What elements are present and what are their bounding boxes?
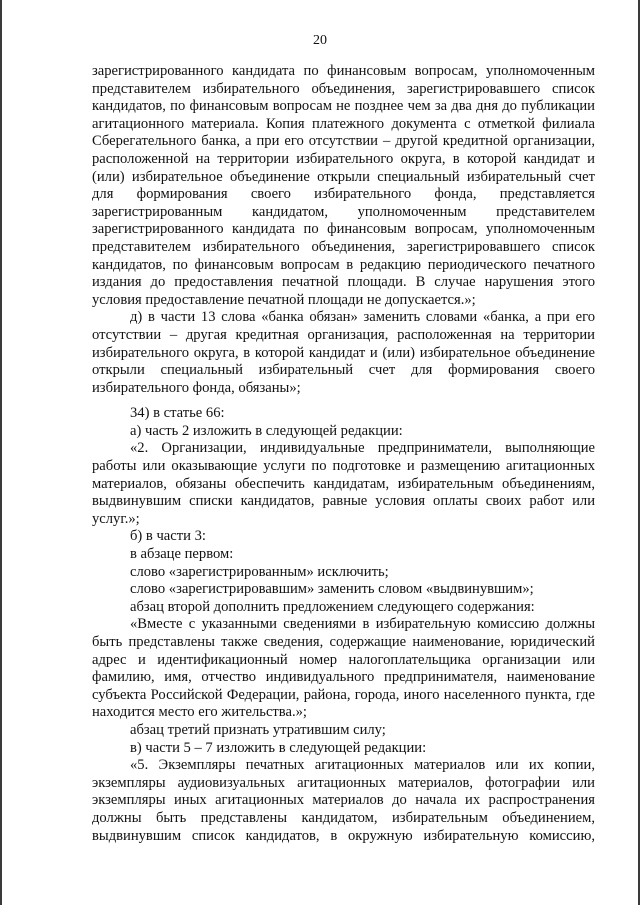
paragraph-parts-5-7: в) части 5 – 7 изложить в следующей редакции:: [130, 739, 427, 756]
paragraph-word-exclude: слово «зарегистрированным» исключить;: [130, 563, 389, 580]
paragraph-part-5-text: «5. Экземпляры печатных агитационных материалов или их копии, экземпляры аудиовизуальных агитационных материалов, фотографии или экземпляры иных агитационных материалов до начала их распространения должны быть представлены кандидатом, избирательным объединением, выдвинувшим список кандидатов, в окружную избирательную комиссию,: [92, 757, 595, 844]
paragraph-part-13: д) в части 13 слова «банка обязан» заменить словами «банка, а при его отсутствии – другая кредитная организация, расположенная на территории избирательного округа, в которой кандидат и (или) избирательное объединение открыли специальный избирательный счет для формирования своего избирательного фонда, обязаны»;: [92, 309, 595, 396]
paragraph-first-subparagraph: в абзаце первом:: [130, 546, 234, 563]
page-number: 20: [313, 33, 327, 48]
page-edge-left: [0, 0, 2, 905]
paragraph-inserted-sentence: «Вместе с указанными сведениями в избирательную комиссию должны быть представлены также сведения, содержащие наименование, юридический адрес и идентификационный номер налогоплательщика организации или фамилию, имя, отчество индивидуального предпринимателя, наименование субъекта Российской Федерации, района, города, иного населенного пункта, где находится место его жительства.»;: [92, 616, 595, 721]
paragraph-part-3: б) в части 3:: [130, 528, 206, 545]
paragraph-part-2-text: «2. Организации, индивидуальные предприниматели, выполняющие работы или оказывающие услуги по подготовке и размещению агитационных материалов, обязаны обеспечить кандидатам, избирательным объединениям, выдвинувшим списки кандидатов, равные условия оплаты своих работ или услуг.»;: [92, 440, 595, 527]
paragraph-word-replace: слово «зарегистрировавшим» заменить словом «выдвинувшим»;: [130, 581, 534, 598]
paragraph-article-66: 34) в статье 66:: [130, 405, 225, 422]
document-body: [92, 63, 595, 845]
paragraph-second-subparagraph: абзац второй дополнить предложением следующего содержания:: [130, 598, 535, 615]
paragraph-third-subparagraph: абзац третий признать утратившим силу;: [130, 721, 386, 738]
paragraph-part-2-edit: а) часть 2 изложить в следующей редакции:: [130, 422, 403, 439]
paragraph-payment-document: зарегистрированного кандидата по финансовым вопросам, уполномоченным представителем избирательного объединения, зарегистрировавшего список кандидатов, по финансовым вопросам не позднее чем за два дня до публикации агитационного материала. Копия платежного документа с отметкой филиала Сберегательного банка, а при его отсутствии – другой кредитной организации, расположенной на территории избирательного округа, в которой кандидат и (или) избирательное объединение открыли специальный избирательный счет для формирования своего избирательного фонда, представляется зарегистрированным кандидатом, уполномоченным представителем зарегистрированного кандидата по финансовым вопросам, уполномоченным представителем избирательного объединения, зарегистрировавшего список кандидатов, по финансовым вопросам в редакцию периодического печатного издания до предоставления печатной площади. В случае нарушения этого условия предоставление печатной площади не допускается.»;: [92, 63, 595, 308]
